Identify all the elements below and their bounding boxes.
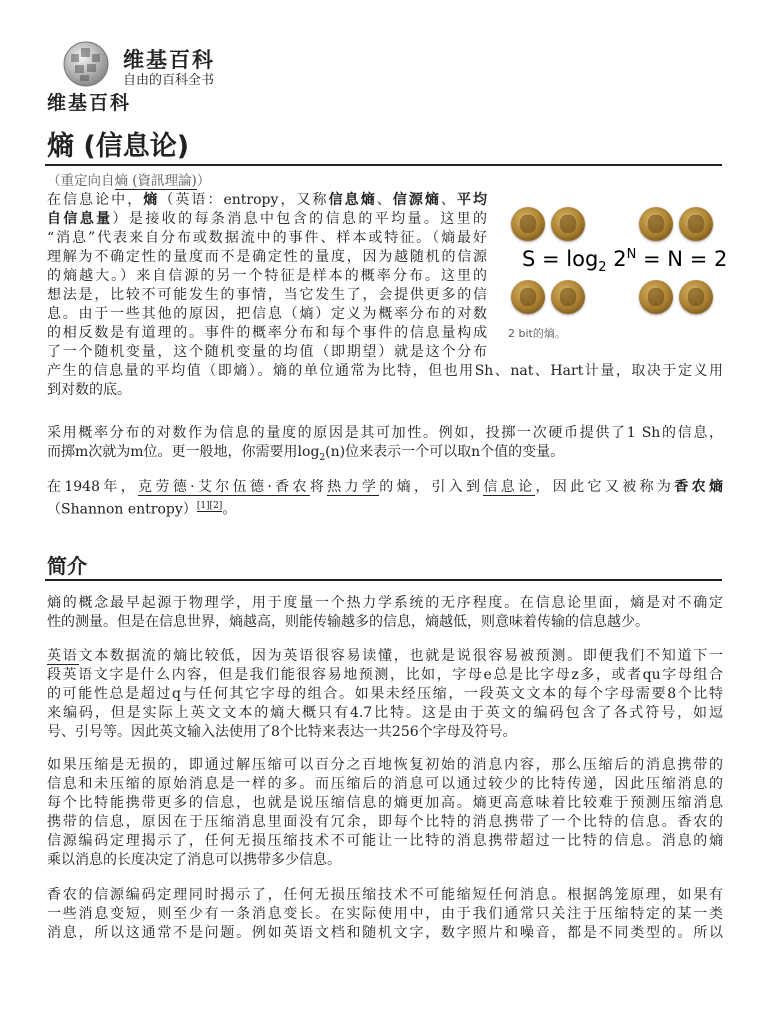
site-tagline: 自由的百科全书 [123, 73, 215, 88]
section-paragraph: 香农的信源编码定理同时揭示了，任何无损压缩技术不可能缩短任何消息。根据鸽笼原理，如果有 一些消息变短，则至少有一条消息变长。在实际使用中，由于我们通常只关注于压缩特定的某一类 消息，所以这通常不是问题。例如英语文档和随机文字，数字照片和噪音，都是不同类型的。所以 [47, 887, 723, 941]
english-link[interactable]: 英语 [47, 648, 79, 664]
intro-line: 的相反数是有道理的。事件的概率分布和每个事件的信息量构成 [47, 325, 487, 341]
section-divider [45, 579, 722, 581]
information-theory-link[interactable]: 信息论 [483, 479, 536, 495]
claude-shannon-link[interactable]: 克劳德·艾尔伍德·香农 [138, 479, 310, 495]
intro-line: 息。由于一些其他的原因，把信息（熵）定义为概率分布的对数 [47, 306, 487, 322]
intro-line: 理解为不确定性的量度而不是确定性的量度，因为越随机的信源 [47, 249, 487, 265]
thermodynamics-link[interactable]: 热力学 [327, 479, 380, 495]
site-name[interactable]: 维基百科 [123, 47, 215, 72]
section-paragraph: 英语文本数据流的熵比较低，因为英语很容易读懂，也就是说很容易被预测。即便我们不知道下一 段英语文字是什么内容，但是我们能很容易地预测，比如，字母e总是比字母z多，或者qu字母组合 的可能性总是超过q与任何其它字母的组合。如果未经压缩，一段英文文本的每个字母需要8个比特 来编码，但是实际上英文文本的熵大概只有4.7比特。这是由于英文的编码包含了各式符号，如逗 号、引号等。因此英文输入法使用了8个比特来表达一共256个字母及符号。 [47, 648, 723, 740]
intro-line: 到对数的底。 [47, 382, 131, 398]
page-title: 熵 (信息论) [47, 131, 190, 162]
shannon-paragraph: 在1948年，克劳德·艾尔伍德·香农将热力学的熵，引入到信息论，因此它又被称为香农熵 （Shannon entropy）[1][2]。 [47, 479, 723, 518]
intro-line: 了一个随机变量，这个随机变量的均值（即期望）就是这个分布 [47, 344, 487, 360]
intro-line: 自信息量）是接收的每条消息中包含的信息的平均量。这里的 [47, 211, 487, 227]
section-paragraph: 熵的概念最早起源于物理学，用于度量一个热力学系统的无序程度。在信息论里面，熵是对不确定 性的测量。但是在信息世界，熵越高，则能传输越多的信息，熵越低，则意味着传输的信息越少。 [47, 595, 723, 630]
entropy-formula: $S = \log_2 2^N = N = 2$ [522, 247, 728, 276]
intro-line: 想法是，比较不可能发生的事情，当它发生了，会提供更多的信 [47, 287, 487, 303]
redirect-note: （重定向自熵 (資訊理論)） [47, 173, 211, 189]
intro-paragraph [47, 191, 723, 400]
intro-line: 产生的信息量的平均值（即熵）。熵的单位通常为比特，但也用Sh、nat、Hart计量，取决于定义用 [47, 363, 723, 379]
figure-caption: 2 bit的熵。 [508, 327, 566, 340]
additivity-paragraph: 采用概率分布的对数作为信息的量度的原因是其可加性。例如，投掷一次硬币提供了1 Sh的信息， 而掷m次就为m位。更一般地，你需要用$\log_2(n)$位来表示一个可以取n个值的变量。 [47, 425, 723, 463]
title-divider [45, 164, 722, 166]
site-name-wordmark: 维基百科 [47, 92, 132, 114]
intro-line: 在信息论中，熵（英语：entropy，又称信息熵、信源熵、平均 [47, 192, 487, 208]
redirect-source-link[interactable]: 熵 (資訊理論) [114, 173, 197, 189]
section-paragraph: 如果压缩是无损的，即通过解压缩可以百分之百地恢复初始的消息内容，那么压缩后的消息携带的 信息和未压缩的原始消息是一样的多。而压缩后的消息可以通过较少的比特传递，因此压缩消息的 每个比特能携带更多的信息，也就是说压缩信息的熵更加高。熵更高意味着比较难于预测压缩消息 携带的信息，原因在于压缩消息里面没有冗余，即每个比特的消息携带了一个比特的信息。香农的 信源编码定理揭示了，任何无损压缩技术不可能让一比特的消息携带超过一比特的信息。消息的熵 乘以消息的长度决定了消息可以携带多少信息。 [47, 757, 723, 868]
reference-link[interactable]: [1][2] [196, 501, 223, 511]
intro-line: “消息”代表来自分布或数据流中的事件、样本或特征。（熵最好 [47, 230, 487, 246]
intro-line: 的熵越大。）来自信源的另一个特征是样本的概率分布。这里的 [47, 268, 487, 284]
section-heading-intro: 简介 [47, 554, 87, 578]
wikipedia-globe-logo[interactable] [62, 40, 110, 88]
